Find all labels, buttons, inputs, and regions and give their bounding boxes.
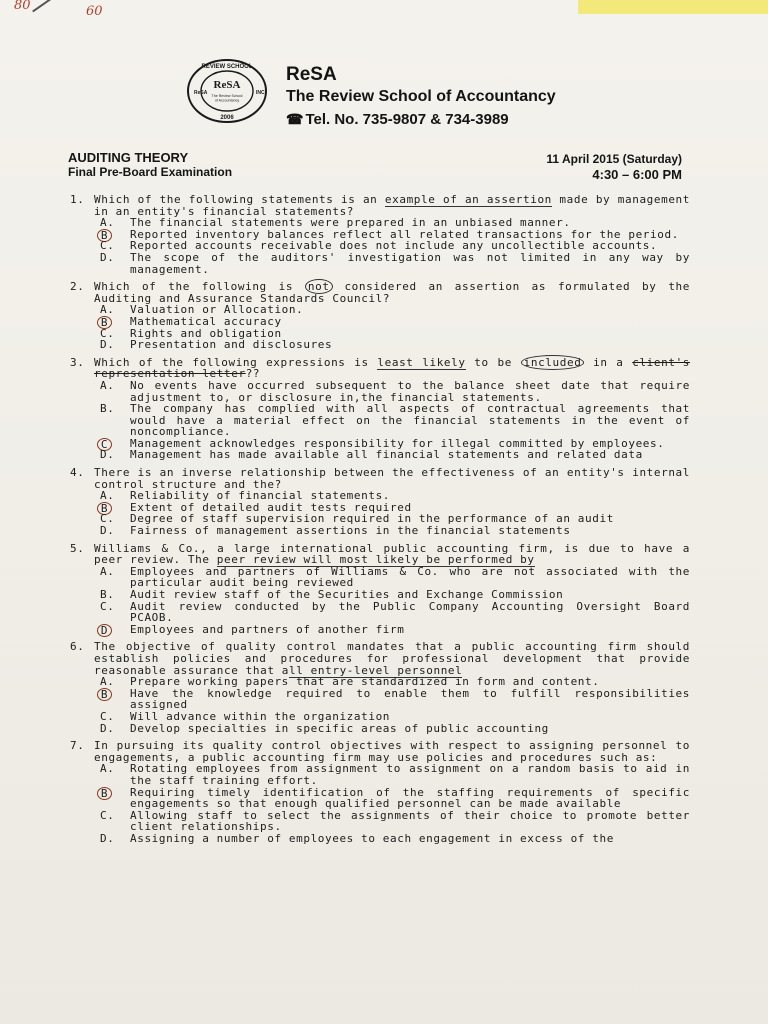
stem-text: ?? [245, 367, 261, 381]
handwritten-score: 80 [14, 0, 31, 13]
answer-option [100, 601, 690, 624]
answer-option [100, 380, 690, 403]
question-stem [94, 467, 690, 490]
option-letter: C. [100, 808, 115, 822]
option-letter: A. [100, 564, 115, 578]
question-stem [94, 641, 690, 676]
option-letter: A. [100, 378, 115, 392]
stem-text: There is an inverse relationship between the effectiveness of an entity's internal control structure and the? [94, 466, 690, 491]
svg-text:2006: 2006 [220, 115, 234, 121]
question-item [70, 194, 690, 275]
circled-word: included [521, 355, 585, 370]
option-text: Fairness of management assertions in the financial statements [130, 524, 571, 538]
answer-option [100, 624, 690, 636]
exam-schedule [546, 152, 682, 182]
underlined-text: ll entry-level personnel [289, 663, 463, 677]
answer-option [100, 589, 690, 601]
option-text: Reported inventory balances reflect all related transactions for the period. [130, 227, 679, 241]
question-stem [94, 194, 690, 217]
svg-text:INC: INC [256, 90, 265, 96]
sticky-note-strip [578, 0, 768, 14]
circled-answer-letter: B [97, 787, 112, 800]
svg-text:The Review School: The Review School [211, 94, 243, 98]
answer-option [100, 688, 690, 711]
question-number: 1. [70, 193, 85, 206]
option-letter: C. [100, 709, 115, 723]
exam-date: 11 April 2015 (Saturday) [546, 152, 682, 166]
option-text: Reliability of financial statements. [130, 489, 391, 503]
option-letter: D. [100, 831, 115, 845]
option-text: No events have occurred subsequent to the balance sheet date that require adjustment to, or disclosure in,the financial statements. [130, 378, 690, 404]
option-text: Reported accounts receivable does not include any uncollectible accounts. [130, 239, 658, 253]
option-text: Management has made available all financial statements and related data [130, 448, 643, 462]
answer-option [100, 525, 690, 537]
option-letter: C. [100, 512, 115, 526]
svg-text:ReSA: ReSA [194, 90, 208, 96]
question-number: 3. [70, 355, 85, 369]
option-text: Assigning a number of employees to each engagement in excess of the [130, 831, 614, 845]
option-text: Employees and partners of another firm [130, 622, 405, 636]
question-item [70, 641, 690, 734]
option-letter: B. [100, 402, 115, 416]
stem-text: The objective of quality control mandates that a public accounting firm should establish policies and procedures for professional development that provide reasonable assurance that a [94, 640, 690, 677]
exam-time: 4:30 – 6:00 PM [592, 167, 682, 182]
answer-option [100, 723, 690, 735]
stem-text: In pursuing its quality control objectives with respect to assigning personnel to engagements, a public accounting firm may use policies and procedures such as: [94, 739, 690, 764]
option-text: Audit review staff of the Securities and Exchange Commission [130, 588, 564, 601]
stem-text: considered an assertion as formulated by the Auditing and Assurance Standards Council? [94, 280, 690, 305]
option-letter: C. [100, 239, 115, 253]
school-phone [286, 108, 556, 131]
answer-option [100, 763, 690, 786]
svg-text:of Accountancy: of Accountancy [214, 98, 240, 103]
option-text: Requiring timely identification of the staffing requirements of specific engagements so that enough qualified personnel can be made available [130, 785, 690, 811]
circled-answer-letter: B [97, 688, 112, 701]
question-item [70, 357, 690, 461]
answer-option [100, 566, 690, 589]
option-text: Allowing staff to select the assignments of their choice to promote better client relationships. [130, 808, 690, 834]
stem-text: in a [584, 355, 633, 369]
circled-answer-letter: B [97, 316, 112, 329]
school-brand [286, 64, 556, 131]
answer-option [100, 711, 690, 723]
answer-option [100, 339, 690, 351]
circled-answer-letter: B [97, 502, 112, 515]
option-text: Have the knowledge required to enable them to fulfill responsibilities assigned [130, 686, 690, 712]
question-item [70, 281, 690, 351]
telephone-icon: ☎ [286, 111, 304, 127]
circled-answer-letter: B [97, 229, 112, 242]
option-text: Mathematical accuracy [130, 314, 282, 328]
option-text: The scope of the auditors' investigation was not limited in any way by management. [130, 250, 690, 276]
option-text: Extent of detailed audit tests required [130, 500, 412, 514]
stem-text: Which of the following expressions is [94, 355, 378, 369]
option-letter: B. [100, 588, 115, 601]
question-stem [94, 740, 690, 763]
resa-logo-seal [186, 58, 268, 124]
option-text: Prepare working papers that are standardized in form and content. [130, 675, 600, 689]
option-letter: D. [100, 338, 115, 352]
answer-option [100, 810, 690, 833]
question-number: 6. [70, 640, 85, 654]
school-full-name: The Review School of Accountancy [286, 88, 556, 105]
answer-option [100, 676, 690, 688]
exam-title-block [68, 150, 232, 180]
option-letter: A. [100, 489, 115, 503]
answer-option [100, 449, 690, 461]
option-letter: A. [100, 762, 115, 776]
option-text: Rotating employees from assignment to assignment on a random basis to aid in the staff training effort. [130, 762, 690, 787]
option-text: Audit review conducted by the Public Company Accounting Oversight Board PCAOB. [130, 599, 690, 625]
answer-option [100, 403, 690, 438]
question-list [70, 194, 690, 850]
question-number: 5. [70, 541, 85, 555]
option-text: Will advance within the organization [130, 709, 391, 723]
handwritten-note: 60 [86, 4, 103, 19]
option-letter: A. [100, 675, 115, 689]
underlined-text: peer review will most likely be performed by [216, 553, 535, 567]
question-stem [94, 543, 690, 566]
struck-text: client's representation letter [94, 355, 691, 381]
option-text: Presentation and disclosures [130, 338, 333, 352]
option-letter: A. [100, 303, 115, 317]
stem-text: Williams & Co., a large international public accounting firm, is due to have a peer review. The [94, 541, 690, 567]
question-stem [94, 357, 690, 380]
option-text: The company has complied with all aspects of contractual agreements that would have a material effect on the financial statements in the event of noncompliance. [130, 402, 690, 439]
svg-text:ReSA: ReSA [213, 79, 241, 91]
option-text: The financial statements were prepared in an unbiased manner. [130, 216, 571, 230]
option-letter: D. [100, 524, 115, 538]
option-text: Employees and partners of Williams & Co. who are not associated with the particular audit being reviewed [130, 564, 690, 590]
option-letter: A. [100, 216, 115, 230]
question-number: 7. [70, 739, 85, 753]
stem-text: Which of the following is [94, 280, 305, 294]
question-number: 4. [70, 466, 85, 480]
question-stem [94, 281, 690, 304]
stem-text: to be [465, 355, 521, 369]
option-letter: D. [100, 721, 115, 735]
answer-option [100, 787, 690, 810]
exam-title: Final Pre-Board Examination [68, 165, 233, 179]
question-number: 2. [70, 280, 85, 294]
school-short-name: ReSA [286, 64, 337, 85]
option-text: Valuation or Allocation. [130, 303, 304, 317]
svg-text:REVIEW SCHOOL: REVIEW SCHOOL [201, 64, 253, 70]
circled-word: not [305, 279, 333, 294]
circled-answer-letter: C [97, 438, 112, 451]
question-item [70, 543, 690, 636]
answer-option [100, 252, 690, 275]
option-text: Degree of staff supervision required in the performance of an audit [130, 512, 614, 526]
pen-stroke [32, 0, 58, 12]
option-text: Develop specialties in specific areas of public accounting [130, 721, 549, 735]
answer-option [100, 316, 690, 328]
option-letter: C. [100, 326, 115, 340]
option-text: Management acknowledges responsibility for illegal committed by employees. [130, 436, 665, 450]
circled-answer-letter: D [97, 624, 112, 637]
stem-text: Which of the following statements is an [94, 193, 385, 206]
option-text: Rights and obligation [130, 326, 282, 340]
exam-subject: AUDITING THEORY [68, 150, 189, 165]
option-letter: D. [100, 448, 115, 462]
answer-option [100, 833, 690, 845]
underlined-text: example of an assertion [384, 193, 552, 206]
option-letter: C. [100, 599, 115, 613]
question-item [70, 467, 690, 537]
underlined-text: least likely [377, 355, 466, 369]
question-item [70, 740, 690, 844]
stem-text: made by management in an entity's financial statements? [94, 193, 690, 218]
option-letter: D. [100, 250, 115, 264]
phone-numbers: Tel. No. 735-9807 & 734-3989 [305, 111, 509, 128]
